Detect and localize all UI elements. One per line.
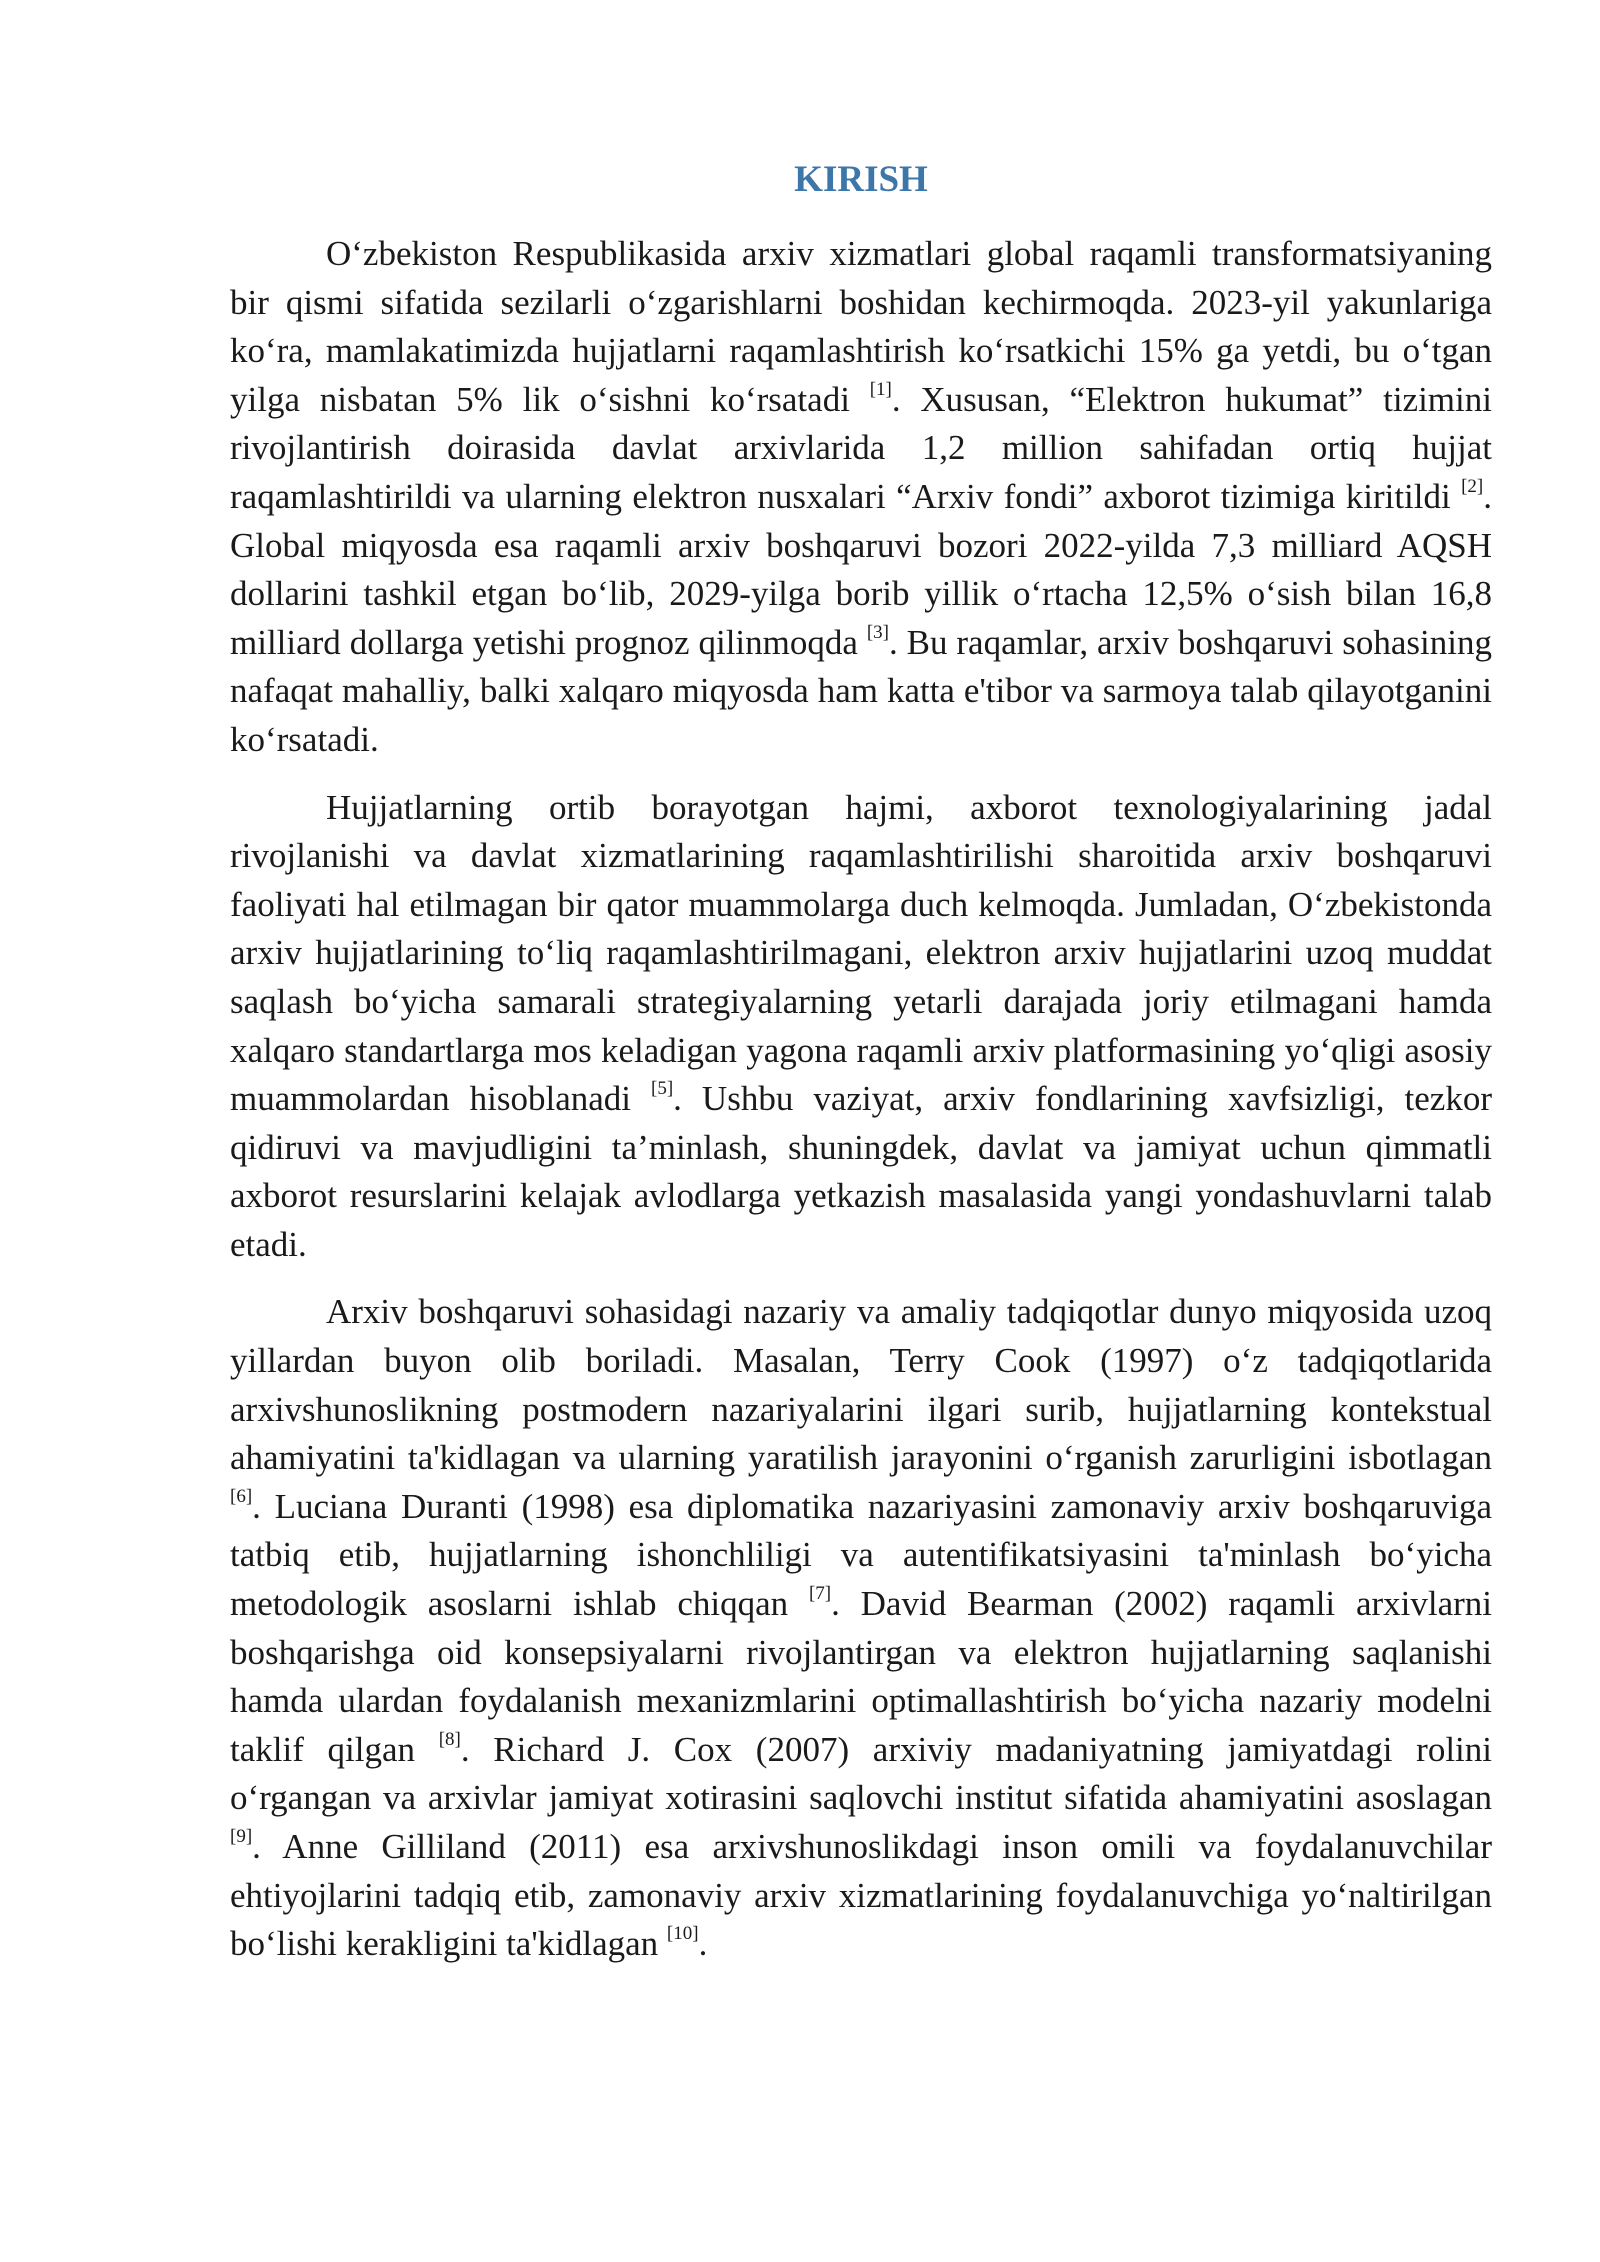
citation-marker: [2] [1461, 475, 1484, 497]
citation-marker: [8] [438, 1728, 461, 1750]
paragraph-3 [230, 1288, 1492, 1968]
text-run: . Luciana Duranti (1998) esa diplomatika nazariyasini zamonaviy arxiv boshqaruviga tatbiq etib, hujjatlarning ishonchliligi va autentifikatsiyasini ta'minlash bo‘yicha metodologik asoslarni ishlab chiqqan [230, 1486, 1492, 1624]
citation-marker: [1] [869, 378, 892, 400]
text-run: . Anne Gilliland (2011) esa arxivshunoslikdagi inson omili va foydalanuvchilar ehtiyojlarini tadqiq etib, zamonaviy arxiv xizmatlarining foydalanuvchiga yo‘naltirilgan bo‘lishi kerakligini ta'kidlagan [230, 1827, 1492, 1964]
text-run: . Global miqyosda esa raqamli arxiv boshqaruvi bozori 2022-yilda 7,3 milliard AQSH dollarini tashkil etgan bo‘lib, 2029-yilga borib yillik o‘rtacha 12,5% o‘sish bilan 16,8 milliard dollarga yetishi prognoz qilinmoqda [230, 476, 1492, 662]
citation-marker: [7] [808, 1583, 832, 1605]
text-run: O‘zbekiston Respublikasida arxiv xizmatlari global raqamli transformatsiyaning bir qismi sifatida sezilarli o‘zgarishlarni boshidan kechirmoqda. 2023-yil yakunlariga ko‘ra, mamlakatimizda hujjatlarni raqamlashtirish ko‘rsatkichi 15% ga yetdi, bu o‘tgan yilga nisbatan 5% lik o‘sishni ko‘rsatadi [230, 234, 1492, 419]
citation-marker: [6] [230, 1485, 253, 1507]
citation-marker: [5] [651, 1078, 674, 1100]
text-run: . [698, 1924, 708, 1964]
citation-marker: [3] [866, 621, 889, 643]
text-run: . Bu raqamlar, arxiv boshqaruvi sohasining nafaqat mahalliy, balki xalqaro miqyosda ham katta e'tibor va sarmoya talab qilayotganini ko‘rsatadi. [230, 622, 1492, 759]
citation-marker: [10] [666, 1923, 699, 1945]
citation-marker: [9] [230, 1826, 253, 1847]
text-run: Hujjatlarning ortib borayotgan hajmi, axborot texnologiyalarining jadal rivojlanishi va davlat xizmatlarining raqamlashtirilishi sharoitida arxiv boshqaruvi faoliyati hal etilmagan bir qator muammolarga duch kelmoqda. Jumladan, O‘zbekistonda arxiv hujjatlarining to‘liq raqamlashtirilmagani, elektron arxiv hujjatlarini uzoq muddat saqlash bo‘yicha samarali strategiyalarning yetarli darajada joriy etilmagani hamda xalqaro standartlarga mos keladigan yagona raqamli arxiv platformasining yo‘qligi asosiy muammolardan hisoblanadi [230, 787, 1492, 1119]
section-heading: KIRISH [794, 159, 928, 200]
paragraph-2 [230, 784, 1492, 1270]
document-page [230, 150, 1492, 1988]
text-run: . Ushbu vaziyat, arxiv fondlarining xavfsizligi, tezkor qidiruvi va mavjudligini ta’minlash, shuningdek, davlat va jamiyat uchun qimmatli axborot resurslarini kelajak avlodlarga yetkazish masalasida yangi yondashuvlarni talab etadi. [230, 1079, 1492, 1264]
text-run: . Richard J. Cox (2007) arxiviy madaniyatning jamiyatdagi rolini o‘rgangan va arxivlar jamiyat xotirasini saqlovchi institut sifatida ahamiyatini asoslagan [230, 1729, 1492, 1818]
text-run: Arxiv boshqaruvi sohasidagi nazariy va amaliy tadqiqotlar dunyo miqyosida uzoq yillardan buyon olib boriladi. Masalan, Terry Cook (1997) o‘z tadqiqotlarida arxivshunoslikning postmodern nazariyalarini ilgari surib, hujjatlarning kontekstual ahamiyatini ta'kidlagan va ularning yaratilish jarayonini o‘rganish zarurligini isbotlagan [230, 1292, 1492, 1478]
text-run: . David Bearman (2002) raqamli arxivlarni boshqarishga oid konsepsiyalarni rivojlantirgan va elektron hujjatlarning saqlanishi hamda ulardan foydalanish mexanizmlarini optimallashtirish bo‘yicha nazariy modelni taklif qilgan [230, 1584, 1492, 1769]
paragraph-1 [230, 230, 1492, 765]
text-run: . Xususan, “Elektron hukumat” tizimini rivojlantirish doirasida davlat arxivlarida 1,2 million sahifadan ortiq hujjat raqamlashtirildi va ularning elektron nusxalari “Arxiv fondi” axborot tizimiga kiritildi [230, 379, 1492, 516]
